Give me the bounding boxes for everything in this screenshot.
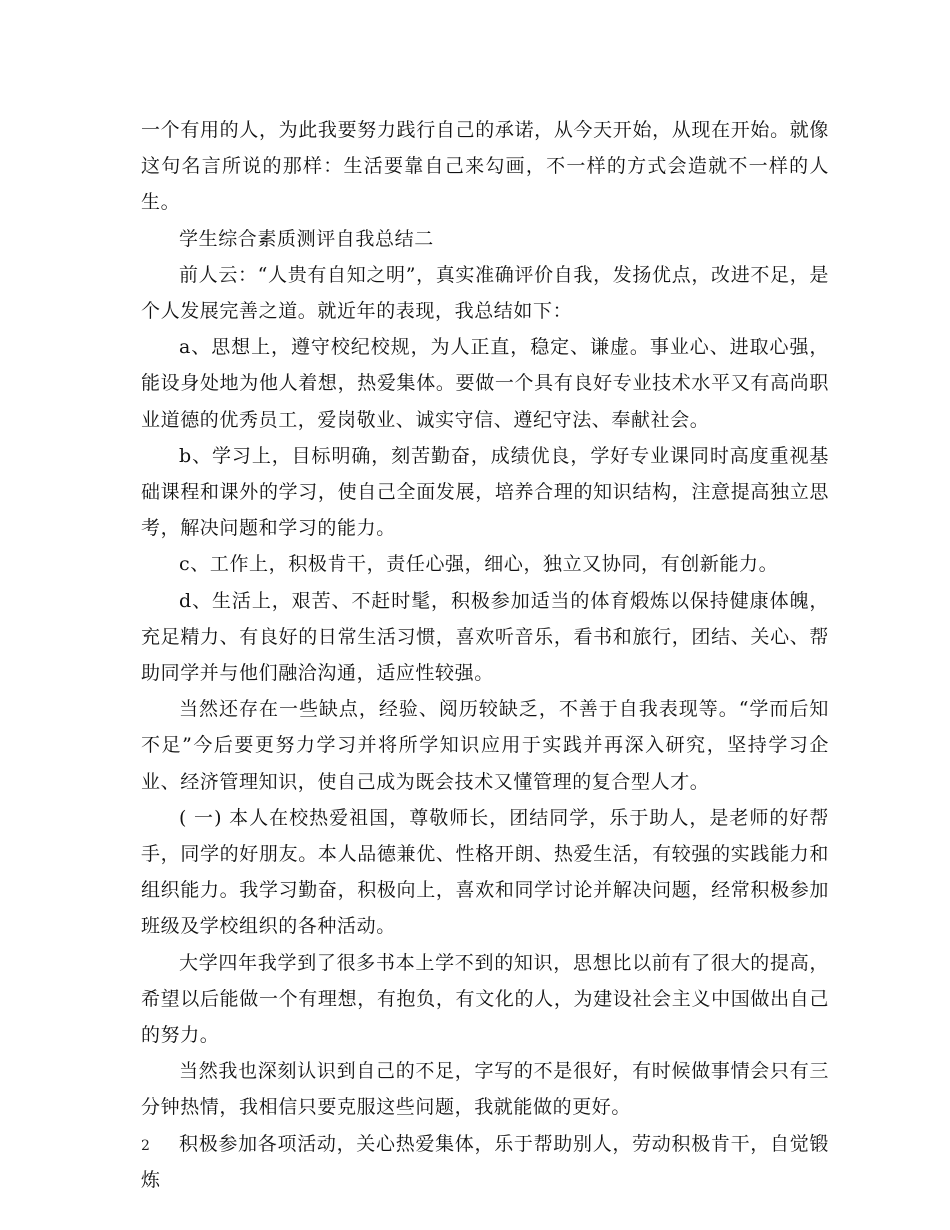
paragraph-1: 一个有用的人，为此我要努力践行自己的承诺，从今天开始，从现在开始。就像这句名言所说的那样：生活要靠自己来勾画，不一样的方式会造就不一样的人生。	[141, 119, 829, 214]
paragraph-12: 积极参加各项活动，关心热爱集体，乐于帮助别人，劳动积极肯干，自觉锻炼	[141, 1132, 829, 1191]
paragraph-4: a、思想上，遵守校纪校规，为人正直，稳定、谦虚。事业心、进取心强，能设身处地为他人着想，热爱集体。要做一个具有良好专业技术水平又有高尚职业道德的优秀员工，爱岗敬业、诚实守信、遵纪守法、奉献社会。	[141, 336, 829, 431]
paragraph-11: 当然我也深刻认识到自己的不足，字写的不是很好，有时候做事情会只有三分钟热情，我相信只要克服这些问题，我就能做的更好。	[141, 1060, 829, 1119]
section-heading: 学生综合素质测评自我总结二	[179, 227, 434, 250]
paragraph-8: 当然还存在一些缺点，经验、阅历较缺乏，不善于自我表现等。“学而后知不足”今后要更努力学习并将所学知识应用于实践并再深入研究，坚持学习企业、经济管理知识，使自己成为既会技术又懂管理的复合型人才。	[141, 698, 829, 793]
paragraph-6: c、工作上，积极肯干，责任心强，细心，独立又协同，有创新能力。	[179, 553, 779, 576]
paragraph-3: 前人云：“人贵有自知之明”，真实准确评价自我，发扬优点，改进不足，是个人发展完善之道。就近年的表现，我总结如下：	[141, 263, 829, 323]
paragraph-5: b、学习上，目标明确，刻苦勤奋，成绩优良，学好专业课同时高度重视基础课程和课外的学习，使自己全面发展，培养合理的知识结构，注意提高独立思考，解决问题和学习的能力。	[141, 444, 829, 540]
paragraph-9: ( 一) 本人在校热爱祖国，尊敬师长，团结同学，乐于助人，是老师的好帮手，同学的好朋友。本人品德兼优、性格开朗、热爱生活，有较强的实践能力和组织能力。我学习勤奋，积极向上，喜欢和同学讨论并解决问题，经常积极参加班级及学校组织的各种活动。	[141, 806, 829, 938]
paragraph-7: d、生活上，艰苦、不赶时髦，积极参加适当的体育煅炼以保持健康体魄，充足精力、有良好的日常生活习惯，喜欢听音乐，看书和旅行，团结、关心、帮助同学并与他们融洽沟通，适应性较强。	[141, 589, 829, 685]
paragraph-10: 大学四年我学到了很多书本上学不到的知识，思想比以前有了很大的提高，希望以后能做一个有理想，有抱负，有文化的人，为建设社会主义中国做出自己的努力。	[141, 951, 829, 1047]
document-body	[141, 112, 829, 1198]
page-number: 2	[141, 1138, 150, 1154]
